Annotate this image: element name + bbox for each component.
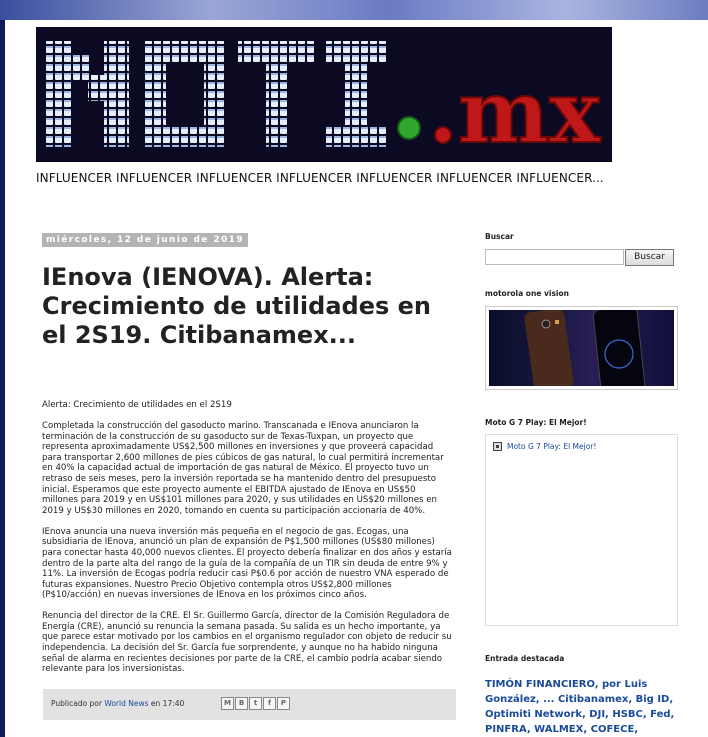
post-paragraph: Renuncia del director de la CRE. El Sr. Guillermo García, director de la Comisión Reguladora de Energía (CRE), anunció su renuncia la semana pasada. Su salida es un hecho importante, ya que parece estar motivado por los cambios en el organismo regulador con objeto de reducir su independencia. La decisión del Sr. García fue sorprendente, y aunque no ha habido ninguna señal de alarma en recientes decisiones por parte de la CRE, el cambio podría acabar siendo relevante para los inversionistas. <box>42 611 452 675</box>
blog-description: INFLUENCER INFLUENCER INFLUENCER INFLUENCER INFLUENCER INFLUENCER INFLUENCER... <box>36 171 604 185</box>
moto-g7-heading: Moto G 7 Play: El Mejor! <box>485 418 587 427</box>
email-icon[interactable]: M <box>221 697 234 710</box>
search-heading: Buscar <box>485 232 514 241</box>
post-title[interactable]: IEnova (IENOVA). Alerta: Crecimiento de utilidades en el 2S19. Citibanamex... <box>42 263 431 349</box>
top-background-band <box>0 0 708 20</box>
featured-post-link[interactable]: TIMÓN FINANCIERO, por Luis González, ... Citibanamex, Big ID, Optimiti Network, DJI, HSBC, Fed, PINFRA, WALMEX, COFECE, <box>485 679 675 735</box>
phone-image <box>489 310 674 386</box>
post-paragraph: IEnova anuncia una nueva inversión más pequeña en el negocio de gas. Ecogas, una subsidiaria de IEnova, anunció un plan de expansión de P$1,500 millones (US$80 millones) para conectar hasta 40,000 nuevos clientes. El proyecto debería finalizar en dos años y estaría dentro de la parte alta del rango de la guía de la compañía de un TIR sin deuda de entre 9% y 11%. La inversión de Ecogas podría reducir casi P$0.6 por acción de nuestro VNA esperado de futuras expansiones. Nuestro Precio Objetivo contempla otros US$2,800 millones (P$10/acción) en nuevas inversiones de IEnova en los próximos cinco años. <box>42 526 452 601</box>
blogger-icon[interactable]: B <box>235 697 248 710</box>
post-date: miércoles, 12 de junio de 2019 <box>42 233 248 247</box>
post-footer <box>43 689 456 720</box>
share-buttons <box>221 697 290 710</box>
search-button[interactable]: Buscar <box>625 249 674 266</box>
logo-image <box>36 27 612 162</box>
motorola-heading: motorola one vision <box>485 289 569 298</box>
post-time-link[interactable]: 17:40 <box>162 699 185 708</box>
post-paragraph: Alerta: Crecimiento de utilidades en el 2S19 <box>42 400 232 410</box>
page-container <box>5 20 708 737</box>
facebook-icon[interactable]: f <box>263 697 276 710</box>
post-body <box>42 400 452 675</box>
motorola-ad-image[interactable] <box>485 306 678 390</box>
published-by-label: Publicado por <box>51 699 102 708</box>
logo-mx-text: .mx <box>428 62 601 162</box>
image-placeholder-icon <box>493 442 502 451</box>
moto-g7-gadget <box>485 434 678 626</box>
twitter-icon[interactable]: t <box>249 697 262 710</box>
author-link[interactable]: World News <box>104 699 149 708</box>
moto-g7-link[interactable] <box>493 442 596 451</box>
pinterest-icon[interactable]: P <box>277 697 290 710</box>
search-input[interactable] <box>485 249 624 265</box>
site-banner[interactable] <box>36 27 612 162</box>
at-label: en <box>150 699 161 708</box>
featured-heading: Entrada destacada <box>485 654 565 663</box>
post-paragraph: Completada la construcción del gasoducto marino. Transcanada e IEnova anunciaron la terminación de la construcción de su gasoducto sur de Texas-Tuxpan, un proyecto que representa aproximadamente US$2,500 millones en inversiones y que proveerá capacidad para transportar 2,600 millones de pies cúbicos de gas natural, lo cual permitirá incrementar en 40% la capacidad actual de importación de gas natural de México. El proyecto tuvo un retraso de seis meses, pero la inversión reportada se ha mantenido dentro del presupuesto inicial. Esperamos que este proyecto aumente el EBITDA ajustado de IEnova en US$50 millones para 2019 y en US$101 millones para 2020, y sus utilidades en US$20 millones en 2019 y US$30 millones en 2020, tomando en cuenta su participación accionaria de 40%. <box>42 420 444 516</box>
moto-g7-link-label: Moto G 7 Play: El Mejor! <box>507 442 597 451</box>
blog-post <box>42 227 457 685</box>
